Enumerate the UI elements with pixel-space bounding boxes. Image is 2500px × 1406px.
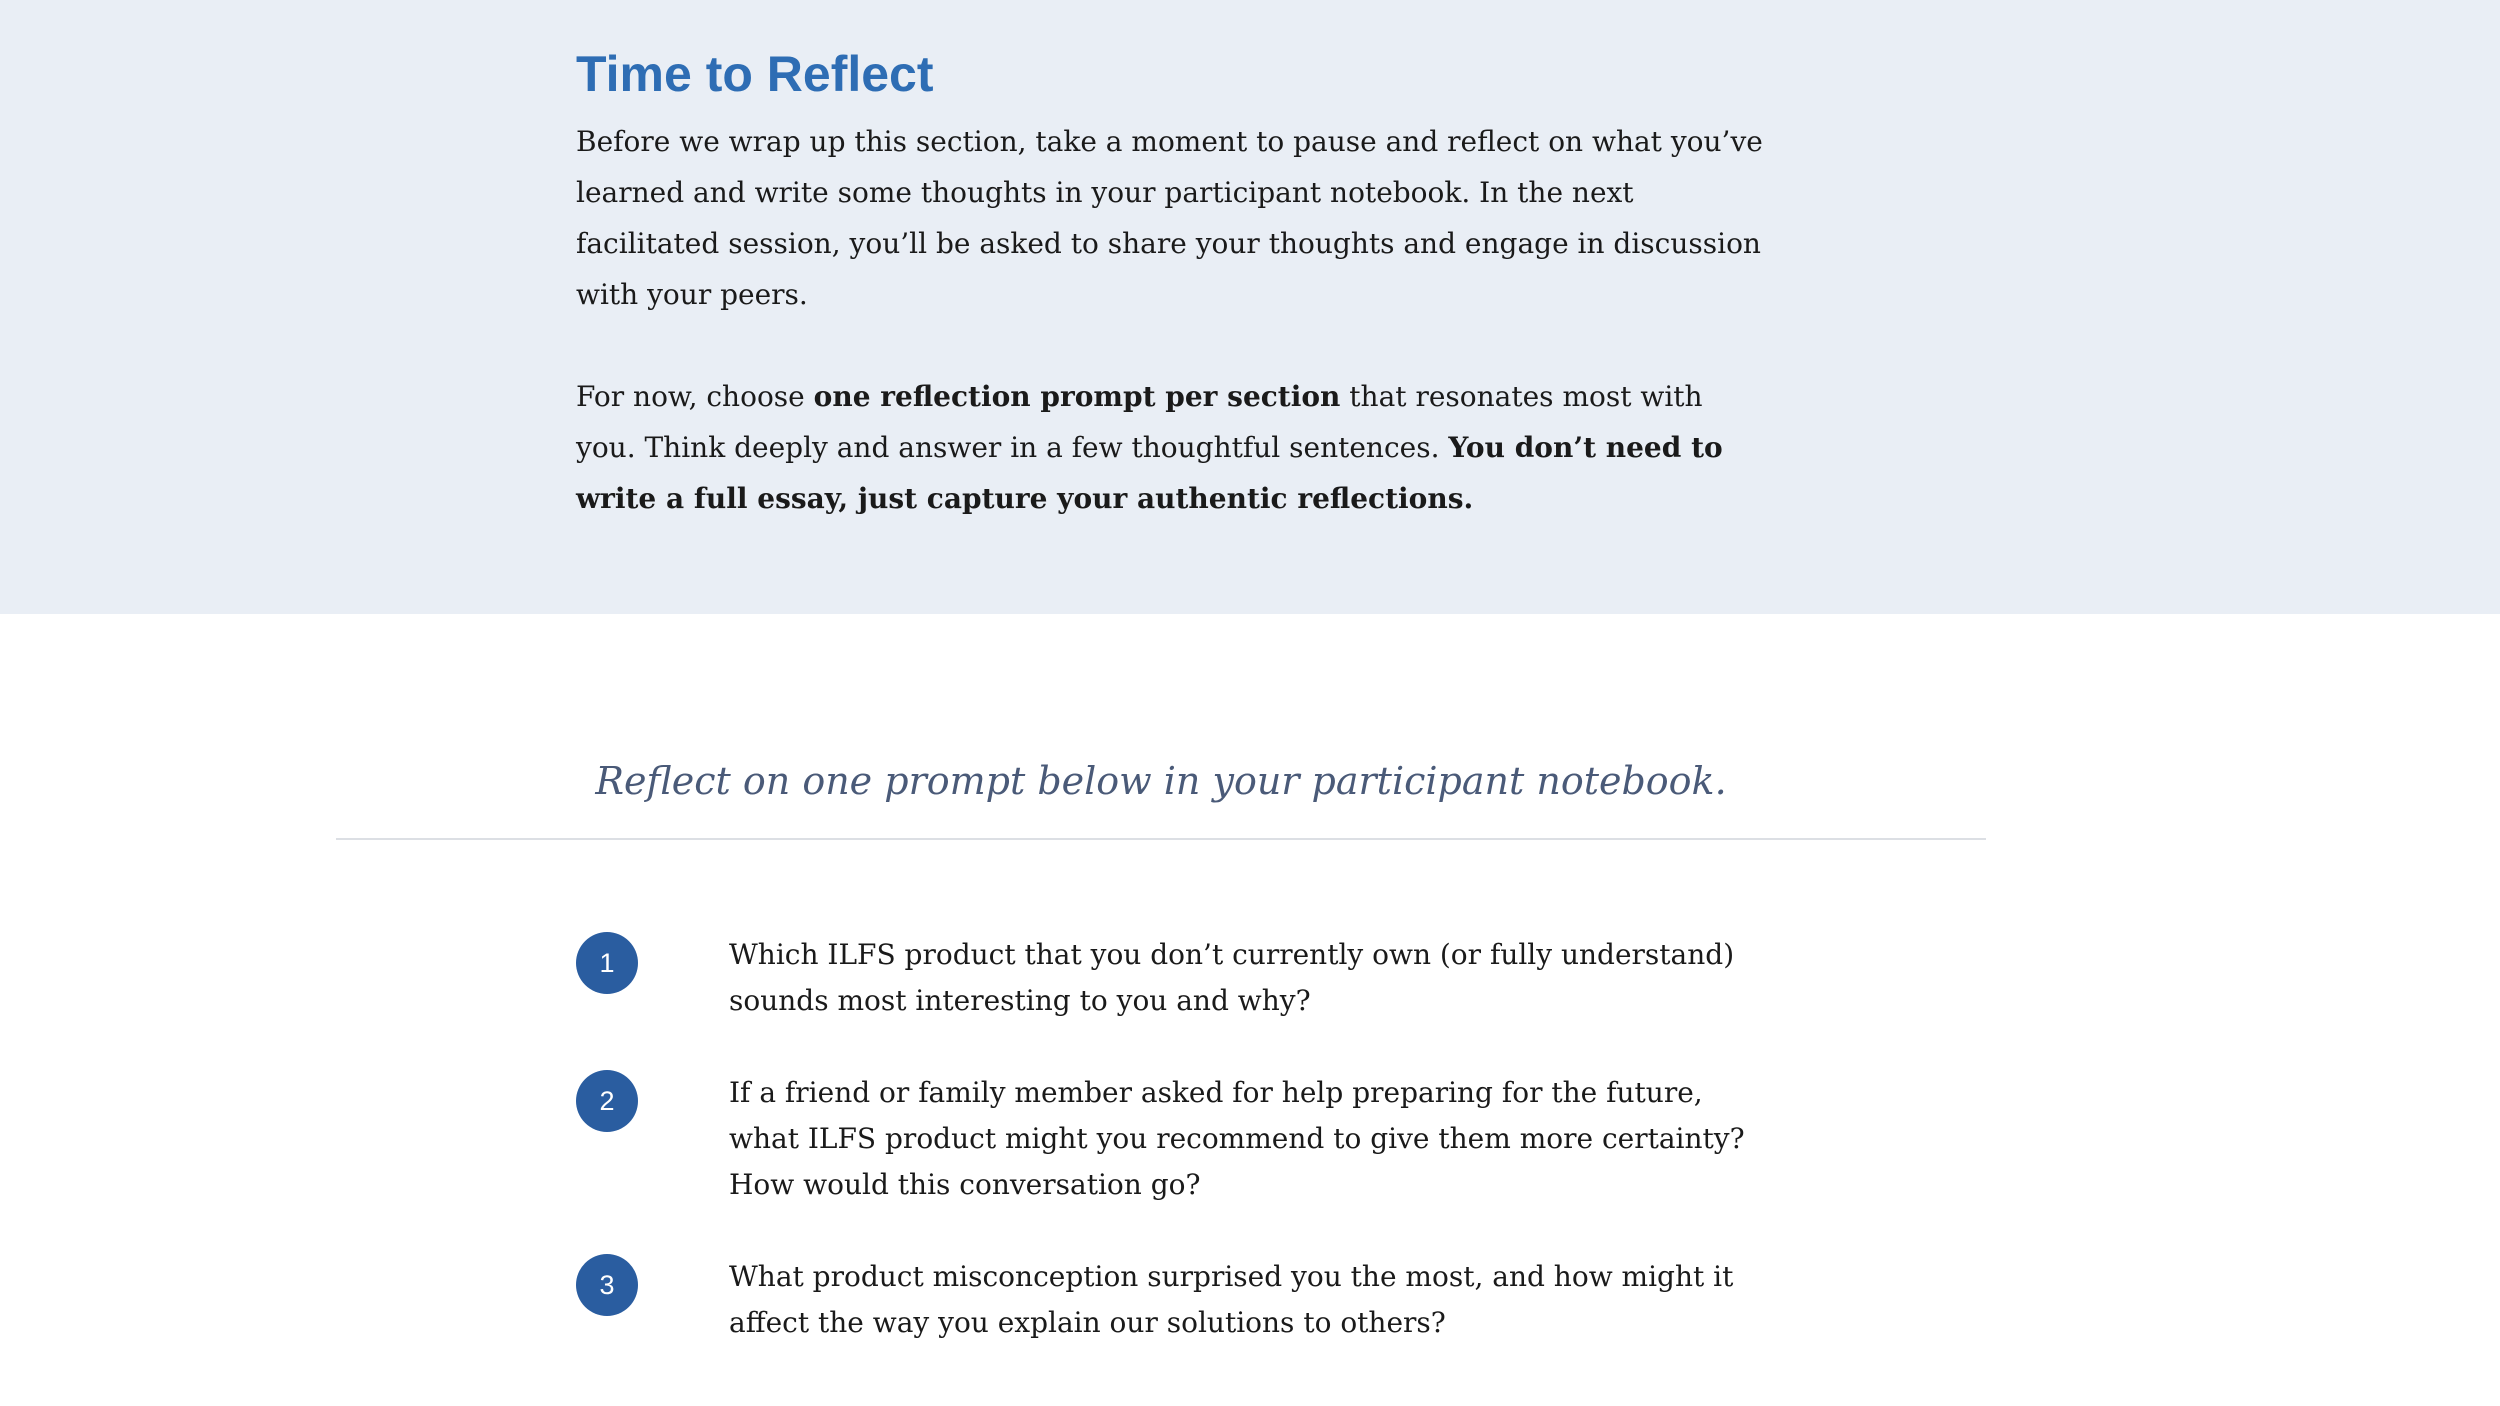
instructions-bold-2: You don’t need to write a full essay, just capture your authentic reflections.: [576, 431, 1723, 515]
instructions-text-2: that resonates most with you. Think deeply and answer in a few thoughtful sentences.: [576, 380, 1703, 464]
reflect-intro-section: [0, 0, 2500, 614]
prompts-heading: Reflect on one prompt below in your participant notebook.: [595, 759, 1727, 803]
heading-divider: [336, 838, 1986, 840]
prompt-item-3: [576, 1254, 1776, 1346]
instructions-paragraph: [576, 371, 1766, 524]
prompt-text: If a friend or family member asked for help preparing for the future, what ILFS product might you recommend to give them more certainty? How would this conversation go?: [729, 1076, 1745, 1201]
intro-paragraph: Before we wrap up this section, take a moment to pause and reflect on what you’ve learned and write some thoughts in your participant notebook. In the next facilitated session, you’ll be asked to share your thoughts and engage in discussion with your peers.: [576, 125, 1763, 311]
instructions-bold-1: one reflection prompt per section: [813, 380, 1341, 413]
prompt-text: Which ILFS product that you don’t currently own (or fully understand) sounds most interesting to you and why?: [729, 938, 1735, 1017]
prompt-item-2: [576, 1070, 1776, 1208]
section-title: Time to Reflect: [576, 46, 934, 102]
prompts-section: [0, 614, 2500, 1406]
prompt-item-1: [576, 932, 1776, 1024]
instructions-text-1: For now, choose: [576, 380, 814, 413]
reflect-intro-content: [576, 40, 1766, 524]
prompt-text: What product misconception surprised you the most, and how might it affect the way you explain our solutions to others?: [729, 1260, 1734, 1339]
prompt-number-badge: 1: [576, 932, 638, 994]
prompt-number-badge: 2: [576, 1070, 638, 1132]
prompt-number-badge: 3: [576, 1254, 638, 1316]
prompt-list: [576, 932, 1776, 1392]
